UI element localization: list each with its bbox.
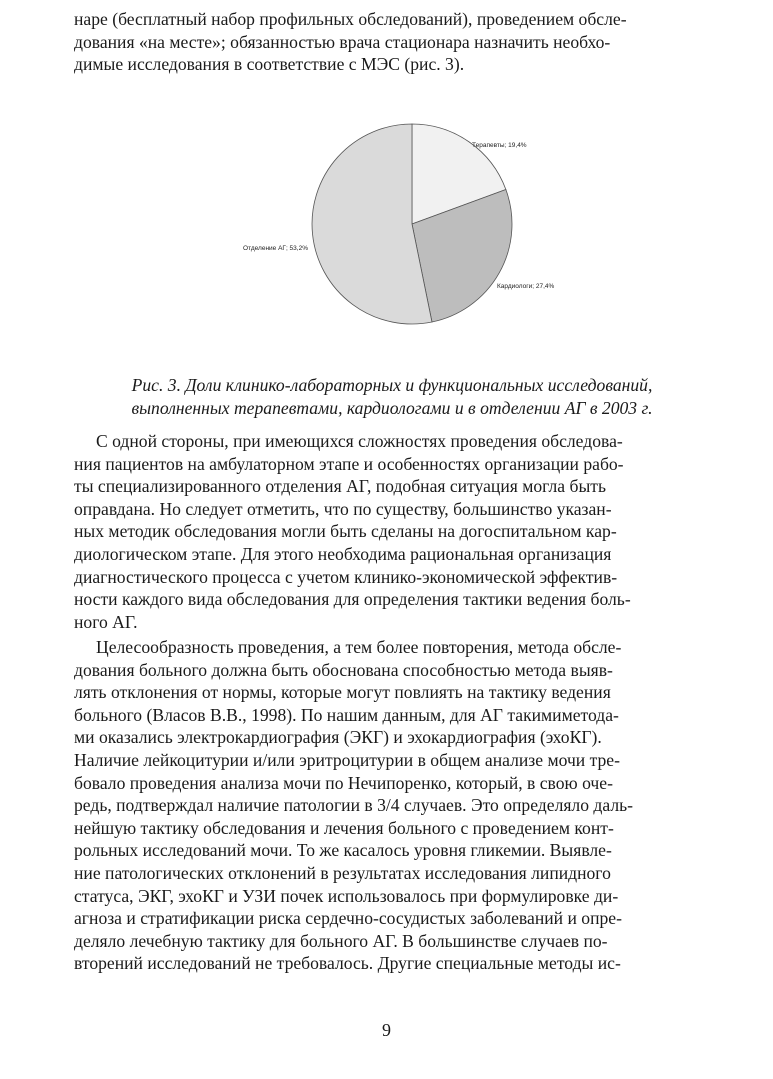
text-line: рольных исследований мочи. То же касалось уровня гликемии. Выявле- bbox=[74, 840, 612, 861]
text-line: больного (Власов В.В., 1998). По нашим данным, для АГ такимиметода- bbox=[74, 704, 619, 725]
text-line: дования больного должна быть обоснована способностью метода выяв- bbox=[74, 659, 613, 680]
text-line: редь, подтверждал наличие патологии в 3/4 случаев. Это определяло даль- bbox=[74, 795, 633, 816]
text-line: наре (бесплатный набор профильных обследований), проведением обсле- bbox=[74, 9, 627, 29]
text-line: ты специализированного отделения АГ, подобная ситуация могла быть bbox=[74, 476, 606, 497]
text-line: оправдана. Но следует отметить, что по существу, большинство указан- bbox=[74, 498, 612, 519]
text-line: С одной стороны, при имеющихся сложностях проведения обследова- bbox=[96, 431, 623, 451]
pie-chart bbox=[0, 120, 773, 360]
text-line: диагностического процесса с учетом клинико-экономической эффектив- bbox=[74, 566, 618, 587]
text-line: ния пациентов на амбулаторном этапе и особенностях организации рабо- bbox=[74, 453, 624, 474]
caption-line: выполненных терапевтами, кардиологами и в отделении АГ в 2003 г. bbox=[131, 397, 653, 418]
figure-caption bbox=[74, 374, 710, 419]
text-line: агноза и стратификации риска сердечно-сосудистых заболеваний и опре- bbox=[74, 908, 622, 929]
text-line: димые исследования в соответствие с МЭС (рис. 3). bbox=[74, 54, 465, 75]
text-line: лять отклонения от нормы, которые могут повлиять на тактику ведения bbox=[74, 682, 611, 703]
text-line: ми оказались электрокардиография (ЭКГ) и эхокардиография (эхоКГ). bbox=[74, 727, 602, 748]
text-line: статуса, ЭКГ, эхоКГ и УЗИ почек использовалось при формулировке ди- bbox=[74, 885, 619, 906]
caption-line: Рис. 3. Доли клинико-лабораторных и функциональных исследований, bbox=[131, 375, 653, 395]
text-line: деляло лечебную тактику для больного АГ. В большинстве случаев по- bbox=[74, 930, 608, 951]
paragraph-2 bbox=[74, 636, 710, 975]
text-line: диологическом этапе. Для этого необходима рациональная организация bbox=[74, 543, 612, 564]
page-number: 9 bbox=[382, 1020, 391, 1040]
intro-paragraph bbox=[74, 8, 710, 76]
text-line: дования «на месте»; обязанностью врача стационара назначить необхо- bbox=[74, 31, 611, 52]
pie-chart-figure bbox=[0, 120, 773, 360]
text-line: вторений исследований не требовалось. Другие специальные методы ис- bbox=[74, 953, 621, 974]
text-line: Целесообразность проведения, а тем более повторения, метода обсле- bbox=[96, 637, 622, 657]
pie-slice-label: Отделение АГ; 53,2% bbox=[243, 245, 308, 252]
text-line: ности каждого вида обследования для определения тактики ведения боль- bbox=[74, 589, 631, 610]
text-line: ние патологических отклонений в результатах исследования липидного bbox=[74, 862, 611, 883]
text-line: бовало проведения анализа мочи по Нечипоренко, который, в свою оче- bbox=[74, 772, 613, 793]
paragraph-1 bbox=[74, 430, 710, 633]
text-line: нейшую тактику обследования и лечения больного с проведением конт- bbox=[74, 817, 614, 838]
text-line: ных методик обследования могли быть сделаны на догоспитальном кар- bbox=[74, 521, 617, 542]
pie-slice-label: Терапевты; 19,4% bbox=[472, 142, 527, 149]
pie-slice-label: Кардиологи; 27,4% bbox=[497, 283, 555, 290]
text-line: ного АГ. bbox=[74, 611, 138, 632]
text-line: Наличие лейкоцитурии и/или эритроцитурии в общем анализе мочи тре- bbox=[74, 749, 620, 770]
